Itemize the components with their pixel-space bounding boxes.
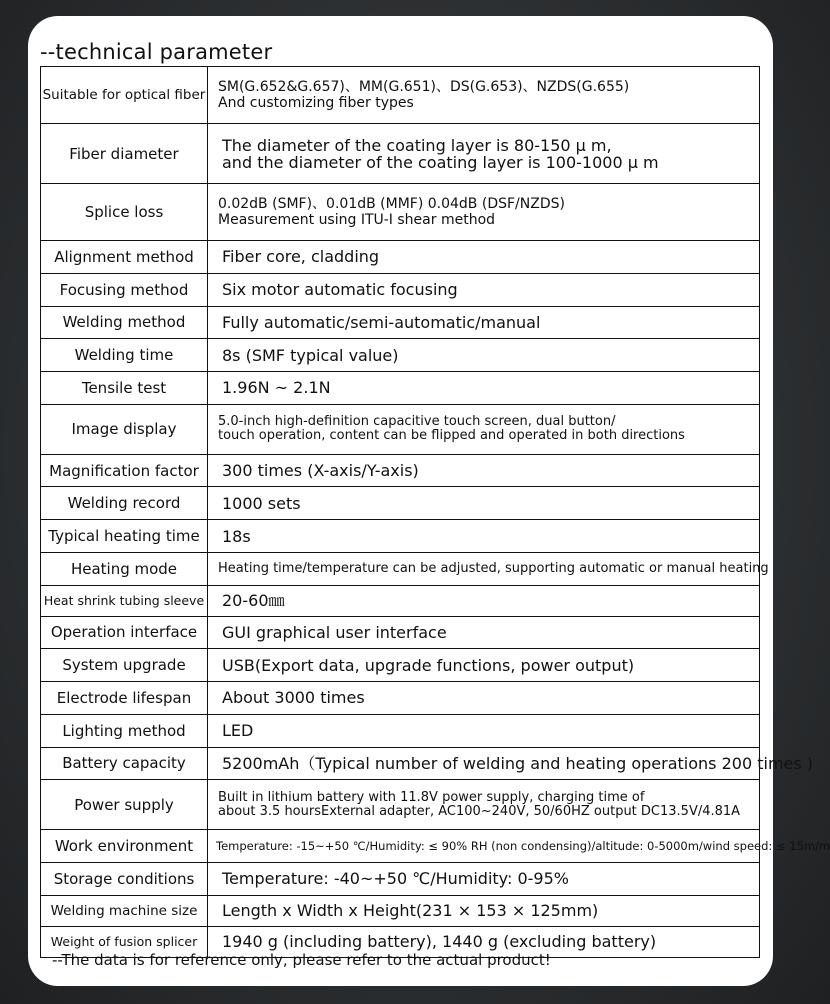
table-row xyxy=(41,306,760,339)
param-value xyxy=(208,306,760,339)
param-value-line: 8s (SMF typical value) xyxy=(222,345,399,365)
param-value-line: GUI graphical user interface xyxy=(222,622,447,642)
param-label: Alignment method xyxy=(41,241,208,274)
param-value-line: 1940 g (including battery), 1440 g (excluding battery) xyxy=(222,932,657,952)
table-row xyxy=(41,682,760,715)
table-row xyxy=(41,339,760,372)
table-row xyxy=(41,371,760,404)
param-value-line: 18s xyxy=(222,526,251,546)
table-row xyxy=(41,649,760,682)
param-label: System upgrade xyxy=(41,649,208,682)
param-label: Welding record xyxy=(41,487,208,520)
table-row xyxy=(41,404,760,454)
param-label: Weight of fusion splicer xyxy=(41,926,208,957)
footnote: --The data is for reference only, please refer to the actual product! xyxy=(52,951,551,969)
table-row xyxy=(41,454,760,487)
table-row xyxy=(41,487,760,520)
param-value xyxy=(208,552,769,585)
param-label: Lighting method xyxy=(41,714,208,747)
param-value xyxy=(208,682,760,715)
table-row xyxy=(41,616,760,649)
table-row xyxy=(41,747,760,780)
param-label: Power supply xyxy=(41,780,208,830)
param-label: Focusing method xyxy=(41,273,208,306)
param-label: Electrode lifespan xyxy=(41,682,208,715)
param-value xyxy=(208,123,760,183)
param-value xyxy=(208,67,760,124)
param-value-line: touch operation, content can be flipped and operated in both directions xyxy=(218,428,685,444)
param-value xyxy=(208,863,760,896)
param-value-line: USB(Export data, upgrade functions, power output) xyxy=(222,655,635,675)
param-value xyxy=(208,649,760,682)
param-value-line: About 3000 times xyxy=(222,688,365,708)
table-row xyxy=(41,184,760,241)
param-label: Battery capacity xyxy=(41,747,208,780)
param-value xyxy=(208,780,760,830)
param-value-line: Fully automatic/semi-automatic/manual xyxy=(222,312,541,332)
table-row xyxy=(41,895,760,926)
param-value-line: Temperature: -40~+50 ℃/Humidity: 0-95% xyxy=(222,869,569,889)
param-value xyxy=(208,454,760,487)
param-value-line: Temperature: -15~+50 ℃/Humidity: ≤ 90% RH (non condensing)/altitude: 0-5000m/wind speed: ≤ 15m/m xyxy=(216,838,830,853)
section-title: --technical parameter xyxy=(40,40,273,64)
table-row xyxy=(41,830,760,863)
param-label: Typical heating time xyxy=(41,520,208,553)
param-value-line: 1.96N ~ 2.1N xyxy=(222,378,331,398)
param-value xyxy=(208,487,760,520)
param-label: Storage conditions xyxy=(41,863,208,896)
param-value-line: 5200mAh（Typical number of welding and heating operations 200 times ) xyxy=(222,753,814,773)
spec-table xyxy=(40,66,830,958)
param-value-line: LED xyxy=(222,721,254,741)
param-label: Heating mode xyxy=(41,552,208,585)
param-label: Welding method xyxy=(41,306,208,339)
table-row xyxy=(41,123,760,183)
param-label: Splice loss xyxy=(41,184,208,241)
param-value-line: Heating time/temperature can be adjusted, supporting automatic or manual heating xyxy=(218,560,769,576)
param-label: Tensile test xyxy=(41,371,208,404)
param-label: Operation interface xyxy=(41,616,208,649)
table-row xyxy=(41,273,760,306)
param-value-line: Measurement using ITU-I shear method xyxy=(218,212,496,229)
param-value xyxy=(208,616,760,649)
param-label: Welding machine size xyxy=(41,895,208,926)
param-value-line: And customizing fiber types xyxy=(218,94,414,111)
param-value-line: The diameter of the coating layer is 80-150 μ m, xyxy=(222,135,612,155)
param-label: Image display xyxy=(41,404,208,454)
param-value-line: Six motor automatic focusing xyxy=(222,280,458,300)
param-value-line: 1000 sets xyxy=(222,493,301,513)
param-value xyxy=(208,371,760,404)
param-label: Suitable for optical fiber xyxy=(41,67,208,124)
table-row xyxy=(41,585,760,616)
param-value xyxy=(208,241,760,274)
param-value xyxy=(208,520,760,553)
param-value xyxy=(208,273,760,306)
param-value-line: 300 times (X-axis/Y-axis) xyxy=(222,461,419,481)
param-value xyxy=(208,714,760,747)
param-value-line: Fiber core, cladding xyxy=(222,247,380,267)
param-label: Welding time xyxy=(41,339,208,372)
table-row xyxy=(41,520,760,553)
param-value-line: 5.0-inch high-definition capacitive touch screen, dual button/ xyxy=(218,414,616,430)
param-value-line: Length x Width x Height(231 × 153 × 125mm) xyxy=(222,901,599,921)
table-row xyxy=(41,67,760,124)
param-value xyxy=(208,895,760,926)
param-value xyxy=(208,830,830,863)
table-row xyxy=(41,780,760,830)
spec-table-body xyxy=(41,67,830,958)
param-value xyxy=(208,585,760,616)
param-value-line: Built in lithium battery with 11.8V power supply, charging time of xyxy=(218,789,645,805)
param-value-line: 0.02dB (SMF)、0.01dB (MMF) 0.04dB (DSF/NZDS) xyxy=(218,196,565,213)
param-value xyxy=(208,404,760,454)
param-value-line: SM(G.652&G.657)、MM(G.651)、DS(G.653)、NZDS(G.655) xyxy=(218,78,630,95)
param-label: Heat shrink tubing sleeve xyxy=(41,585,208,616)
param-value-line: 20-60㎜ xyxy=(222,591,285,611)
param-label: Work environment xyxy=(41,830,208,863)
param-label: Fiber diameter xyxy=(41,123,208,183)
param-value xyxy=(208,184,760,241)
table-row xyxy=(41,714,760,747)
param-label: Magnification factor xyxy=(41,454,208,487)
param-value xyxy=(208,747,814,780)
param-value-line: and the diameter of the coating layer is 100-1000 μ m xyxy=(222,152,659,172)
param-value xyxy=(208,339,760,372)
table-row xyxy=(41,241,760,274)
table-row xyxy=(41,863,760,896)
spec-card xyxy=(28,16,830,986)
param-value-line: about 3.5 hoursExternal adapter, AC100~240V, 50/60HZ output DC13.5V/4.81A xyxy=(218,803,741,819)
table-row xyxy=(41,552,760,585)
